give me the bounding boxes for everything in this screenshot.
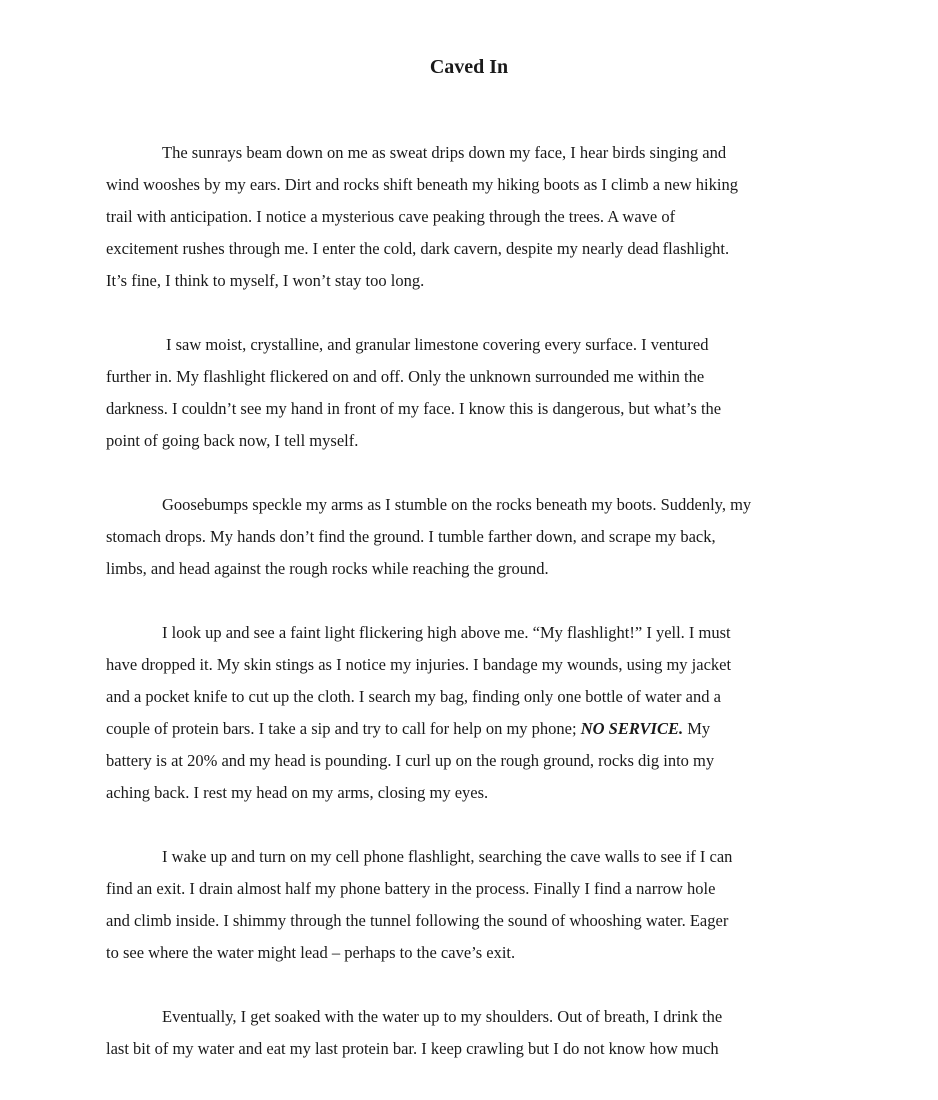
text-run: My <box>683 719 711 738</box>
text-line: trail with anticipation. I notice a mysterious cave peaking through the trees. A wave of <box>106 207 676 226</box>
paragraph-5 <box>106 841 846 969</box>
text-line: and climb inside. I shimmy through the tunnel following the sound of whooshing water. Eager <box>106 911 729 930</box>
text-line: last bit of my water and eat my last protein bar. I keep crawling but I do not know how much <box>106 1039 719 1058</box>
text-line: The sunrays beam down on me as sweat drips down my face, I hear birds singing and <box>162 143 727 162</box>
paragraph-2 <box>106 329 846 457</box>
paragraph-4 <box>106 617 846 809</box>
text-line: I wake up and turn on my cell phone flashlight, searching the cave walls to see if I can <box>162 847 733 866</box>
text-line: have dropped it. My skin stings as I notice my injuries. I bandage my wounds, using my jacket <box>106 655 732 674</box>
paragraph-3 <box>106 489 846 585</box>
text-line: excitement rushes through me. I enter the cold, dark cavern, despite my nearly dead flashlight. <box>106 239 730 258</box>
text-line: further in. My flashlight flickered on and off. Only the unknown surrounded me within the <box>106 367 705 386</box>
text-line: Eventually, I get soaked with the water up to my shoulders. Out of breath, I drink the <box>162 1007 723 1026</box>
text-line: and a pocket knife to cut up the cloth. I search my bag, finding only one bottle of water and a <box>106 687 721 706</box>
text-line: stomach drops. My hands don’t find the ground. I tumble farther down, and scrape my back, <box>106 527 716 546</box>
text-line: to see where the water might lead – perhaps to the cave’s exit. <box>106 943 516 962</box>
text-line: It’s fine, I think to myself, I won’t stay too long. <box>106 271 425 290</box>
story-body <box>106 137 846 1097</box>
text-line: find an exit. I drain almost half my phone battery in the process. Finally I find a narrow hole <box>106 879 716 898</box>
text-line: limbs, and head against the rough rocks while reaching the ground. <box>106 559 549 578</box>
emphasis-no-service: NO SERVICE. <box>580 719 684 738</box>
paragraph-1 <box>106 137 846 297</box>
text-line: darkness. I couldn’t see my hand in front of my face. I know this is dangerous, but what’s the <box>106 399 722 418</box>
text-line: I saw moist, crystalline, and granular limestone covering every surface. I ventured <box>166 335 709 354</box>
text-line-with-emphasis <box>106 713 846 745</box>
text-line: aching back. I rest my head on my arms, closing my eyes. <box>106 783 489 802</box>
text-line: wind wooshes by my ears. Dirt and rocks shift beneath my hiking boots as I climb a new hiking <box>106 175 738 194</box>
text-line: point of going back now, I tell myself. <box>106 431 359 450</box>
paragraph-6 <box>106 1001 846 1065</box>
text-line: Goosebumps speckle my arms as I stumble on the rocks beneath my boots. Suddenly, my <box>162 495 752 514</box>
story-title: Caved In <box>429 56 509 78</box>
text-run: couple of protein bars. I take a sip and try to call for help on my phone; <box>106 719 581 738</box>
text-line: I look up and see a faint light flickering high above me. “My flashlight!” I yell. I must <box>162 623 731 642</box>
text-line: battery is at 20% and my head is pounding. I curl up on the rough ground, rocks dig into my <box>106 751 715 770</box>
